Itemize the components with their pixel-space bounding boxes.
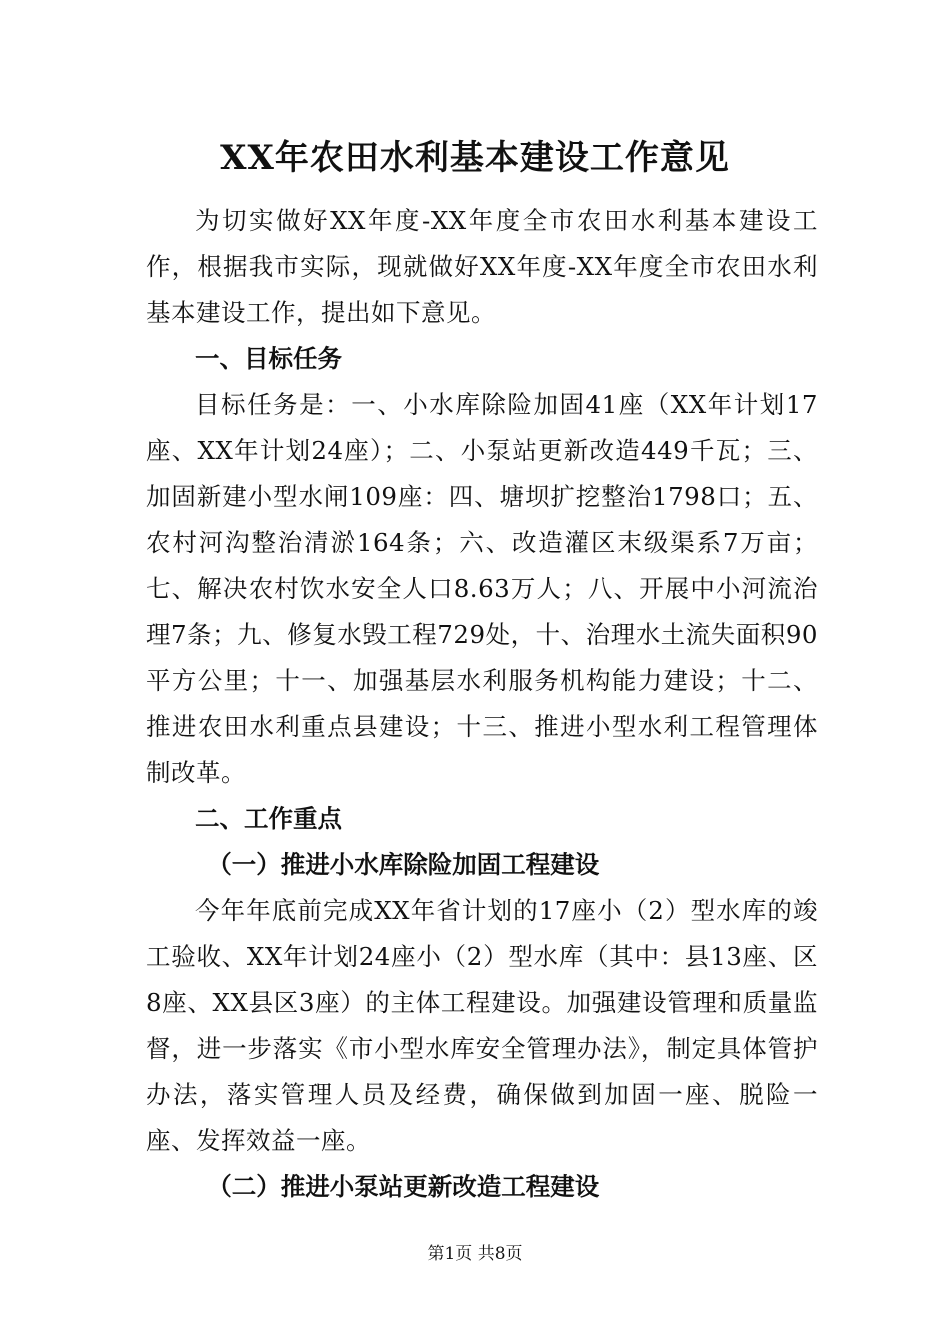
subsection-heading-reservoir: （一）推进小水库除险加固工程建设 — [207, 850, 600, 879]
section-heading-focus: 二、工作重点 — [195, 804, 342, 833]
intro-paragraph: 为切实做好XX年度-XX年度全市农田水利基本建设工作，根据我市实际，现就做好XX年度-XX年度全市农田水利基本建设工作，提出如下意见。 — [146, 206, 818, 327]
document-body — [146, 198, 818, 1210]
subsection-heading-pump-station: （二）推进小泵站更新改造工程建设 — [207, 1172, 600, 1201]
reservoir-paragraph: 今年年底前完成XX年省计划的17座小（2）型水库的竣工验收、XX年计划24座小（2）型水库（其中：县13座、区8座、XX县区3座）的主体工程建设。加强建设管理和质量监督，进一步落实《市小型水库安全管理办法》，制定具体管护办法，落实管理人员及经费，确保做到加固一座、脱险一座、发挥效益一座。 — [146, 896, 818, 1155]
page-footer: 第1页 共8页 — [427, 1244, 523, 1264]
goals-paragraph: 目标任务是：一、小水库除险加固41座（XX年计划17座、XX年计划24座）；二、小泵站更新改造449千瓦；三、加固新建小型水闸109座：四、塘坝扩挖整治1798口；五、农村河沟整治清淤164条；六、改造灌区末级渠系7万亩；七、解决农村饮水安全人口8.63万人；八、开展中小河流治理7条；九、修复水毁工程729处，十、治理水土流失面积90平方公里；十一、加强基层水利服务机构能力建设；十二、推进农田水利重点县建设；十三、推进小型水利工程管理体制改革。 — [146, 390, 818, 787]
document-title: XX年农田水利基本建设工作意见 — [220, 138, 730, 178]
section-heading-goals: 一、目标任务 — [195, 344, 342, 373]
